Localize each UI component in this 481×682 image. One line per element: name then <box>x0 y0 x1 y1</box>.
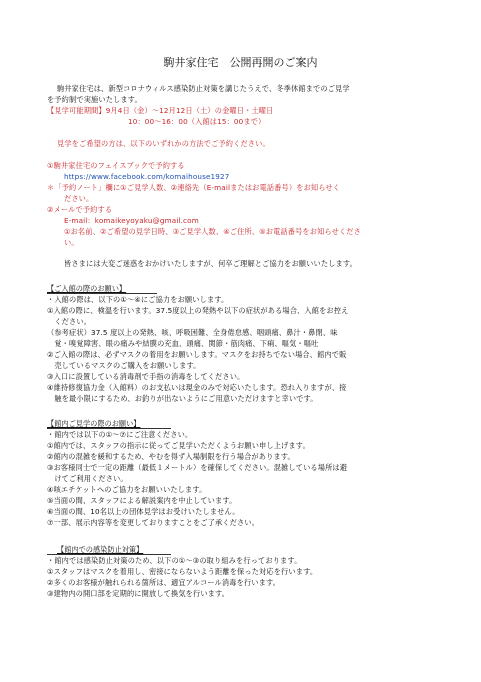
viewing-period: 【見学可能期間】9月4日（金）～12月12日（土）の金曜日・土曜日 <box>47 106 274 115</box>
viewing-hours: 10：00～16：00（入館は15：00まで） <box>128 117 266 126</box>
tour-section-heading-text: 【館内ご見学の際のお願い】 <box>47 419 141 428</box>
prevention-line: ③建物内の開口部を定期的に開放して換気を行います。 <box>47 589 230 598</box>
tour-line: ①館内では、スタッフの指示に従ってご見学いただくようお願い申し上げます。 <box>47 441 310 450</box>
prevention-section-heading-text: 【館内での感染防止対策】 <box>57 545 144 554</box>
email-address[interactable]: E-mail：komaikeyoyaku@gmail.com <box>64 216 199 225</box>
prevention-line: ②多くのお客様が触れられる箇所は、適宜アルコール消毒を行います。 <box>47 578 281 587</box>
tour-line: ⑤当面の間、スタッフによる解説案内を中止しています。 <box>47 496 237 505</box>
method-facebook-note: ＊「予約ノート」欄に①ご見学人数、②連絡先（E-mailまたはお電話番号）をお知らせく <box>47 183 341 192</box>
tour-line: ⑥当面の間、10名以上の団体見学はお受けいたしません。 <box>47 507 240 516</box>
apology-text: 皆さまには大変ご迷惑をおかけいたしますが、何卒ご理解とご協力をお願いいたします。 <box>64 259 357 268</box>
tour-line: けてご利用ください。 <box>47 474 128 483</box>
entry-line: 売しているマスクのご購入をお願いします。 <box>47 361 201 370</box>
prevention-line: ・館内では感染防止対策のため、以下の①～③の取り組みを行っております。 <box>47 556 302 565</box>
entry-line: ください。 <box>47 317 92 326</box>
entry-line: （参考症状）37.5 度以上の発熱、咳、呼吸困難、全身倦怠感、咽頭痛、鼻汁・鼻閉、味 <box>47 328 338 337</box>
method-facebook-title: ①駒井家住宅のフェイスブックで予約する <box>47 161 185 170</box>
entry-line: 覚・嗅覚障害、眼の痛みや結膜の充血、頭痛、関節・筋肉痛、下痢、嘔気・嘔吐 <box>47 339 319 348</box>
intro-line-1: 駒井家住宅は、新型コロナウィルス感染防止対策を講じたうえで、冬季休館までのご見学 <box>57 84 350 93</box>
intro-line-2: を予約制で実施いたします。 <box>47 95 142 104</box>
method-email-note: ①お名前、②ご希望の見学日時、③ご見学人数、④ご住所、⑤お電話番号をお知らせくださ <box>64 227 361 236</box>
method-facebook-note-cont: ださい。 <box>64 194 94 203</box>
tour-line: ⑦一部、展示内容等を変更しておりますことをご了承ください。 <box>47 518 260 527</box>
facebook-link[interactable]: https://www.facebook.com/komaihouse1927 <box>64 172 230 181</box>
entry-line: 触を最小限にするため、お釣りが出ないようにご用意いただけますと幸いです。 <box>47 394 318 403</box>
prevention-line: ①スタッフはマスクを着用し、密接にならないよう距離を保った対応を行います。 <box>47 567 318 576</box>
entry-line: ③入口に設置している消毒剤で手指の消毒をしてください。 <box>47 372 245 381</box>
entry-section-heading-text: 【ご入館の際のお願い】 <box>47 284 127 293</box>
method-email-note-cont: い。 <box>64 238 79 247</box>
tour-line: ④咳エチケットへのご協力をお願いいたします。 <box>47 485 207 494</box>
tour-line: ・館内では以下の①～⑦にご注意ください。 <box>47 430 193 439</box>
reservation-request: 見学をご希望の方は、以下のいずれかの方法でご予約ください。 <box>57 139 270 148</box>
tour-line: ②館内の混雑を緩和するため、やむを得ず入場制限を行う場合があります。 <box>47 452 295 461</box>
tour-line: ③お客様同士で一定の距離（最低１メートル）を確保してください。混雑している場所は避 <box>47 463 348 472</box>
method-email-title: ②メールで予約する <box>47 205 113 214</box>
entry-line: ①入館の際に、検温を行います。37.5度以上の発熱や以下の症状がある場合、入館をお控え <box>47 306 349 315</box>
page-title: 駒井家住宅 公開再開のご案内 <box>163 56 318 69</box>
entry-line: ④維持修復協力金（入館料）のお支払いは現金のみで対応いたします。恐れ入りますが、接 <box>47 383 347 392</box>
entry-line: ②ご入館の際は、必ずマスクの着用をお願いします。マスクをお持ちでない場合、館内で販 <box>47 350 347 359</box>
entry-line: ・入館の際は、以下の①～④にご協力をお願いします。 <box>47 295 229 304</box>
